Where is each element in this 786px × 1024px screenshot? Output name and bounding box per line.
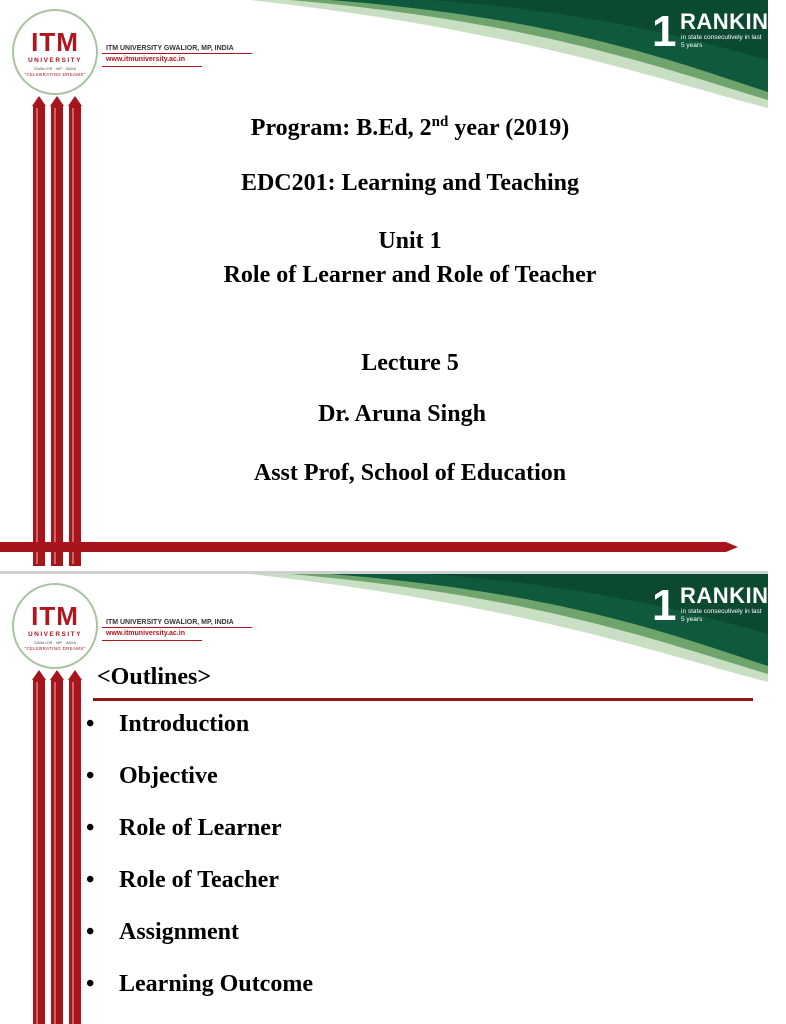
university-logo [12,583,98,669]
ranking-subtext: in state consecutively in last [681,608,762,615]
bullet-icon: • [86,971,95,997]
logo-tagline: "CELEBRATING DREAMS" [24,72,86,77]
university-address [102,41,262,68]
university-logo [12,9,98,95]
logo-itm-text: ITM [31,27,79,57]
list-item-text: Assignment [119,919,240,945]
unit-number: Unit 1 [378,228,442,254]
ranking-subtext-years: 5 years [681,42,703,49]
bullet-icon: • [86,919,95,945]
list-item-text: Learning Outcome [119,971,313,997]
logo-location-text: GWALIOR · MP · INDIA [33,66,77,71]
ranking-subtext: in state consecutively in last [681,34,762,41]
ranking-number: 1 [652,581,677,630]
address-line: ITM UNIVERSITY GWALIOR, MP, INDIA [106,619,234,626]
logo-location-text: GWALIOR · MP · INDIA [33,640,77,645]
website-url: www.itmuniversity.ac.in [106,56,185,63]
bullet-icon: • [86,867,95,893]
bullet-icon: • [86,711,95,737]
logo-university-text: UNIVERSITY [27,631,82,638]
logo-itm-text: ITM [31,601,79,631]
logo-tagline: "CELEBRATING DREAMS" [24,646,86,651]
lecture-number: Lecture 5 [361,350,459,376]
heading-divider [93,698,753,701]
red-pillars-decoration [30,96,84,566]
list-item-text: Objective [119,763,218,789]
list-item-text: Role of Learner [119,815,282,841]
unit-title: Role of Learner and Role of Teacher [223,262,597,288]
outline-heading: <Outlines> [97,664,212,690]
logo-university-text: UNIVERSITY [27,57,82,64]
ranking-subtext-years: 5 years [681,616,703,623]
university-address [102,615,262,642]
author-designation: Asst Prof, School of Education [253,460,567,486]
list-item-text: Role of Teacher [119,867,279,893]
red-pillars-decoration [30,670,84,1024]
red-base-arrow [0,540,740,554]
ranking-label: RANKING [680,583,786,608]
website-url: www.itmuniversity.ac.in [106,630,185,637]
bullet-icon: • [86,763,95,789]
author-name: Dr. Aruna Singh [318,401,486,427]
address-line: ITM UNIVERSITY GWALIOR, MP, INDIA [106,45,234,52]
bullet-icon: • [86,815,95,841]
ranking-number: 1 [652,7,677,56]
list-item-text: Introduction [119,711,250,737]
slide-outline [0,574,786,1024]
ranking-label: RANKING [680,9,786,34]
course-title: EDC201: Learning and Teaching [240,170,580,196]
program-heading: Program: B.Ed, 2nd year (2019) [250,114,570,141]
